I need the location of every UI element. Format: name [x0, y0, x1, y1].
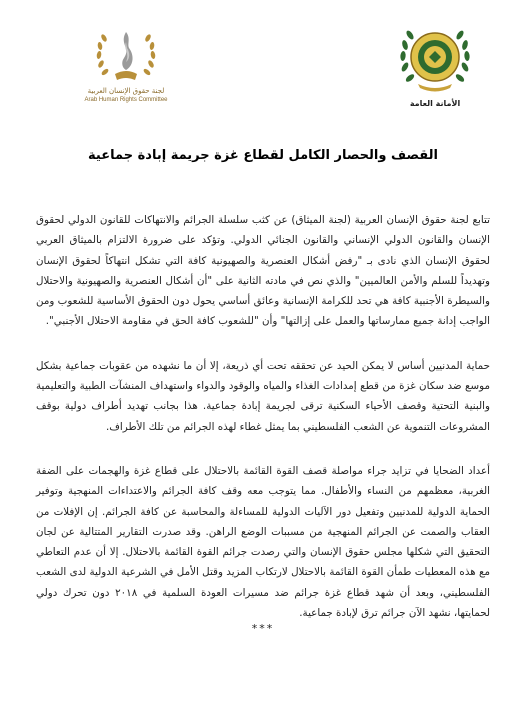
- letterhead: [0, 0, 526, 120]
- document-title: القصف والحصار الكامل لقطاع غزة جريمة إبادة جماعية: [88, 148, 438, 163]
- arab-league-emblem: [390, 20, 480, 116]
- arab-league-seal-icon: [398, 20, 472, 98]
- org-name-english: Arab Human Rights Committee: [84, 97, 168, 103]
- general-secretariat-caption: الأمانة العامة: [409, 99, 461, 108]
- paragraph-1: تتابع لجنة حقوق الإنسان العربية (لجنة الميثاق) عن كثب سلسلة الجرائم والانتهاكات للقانون الدولي لحقوق الإنسان والقانون الدولي الإنساني والقانون الجنائي الدولي. وتؤكد على ضرورة الالتزام بالميثاق العربي لحقوق الإنسان الذي نادى بـ "رفض أشكال العنصرية والصهيونية كافة التي تشكل انتهاكاً لحقوق الإنسان وتهديداً للسلم والأمن العالميين" والذي نص في مادته الثانية على "أن أشكال العنصرية والصهيونية والاحتلال والسيطرة الأجنبية كافة هي تحد للكرامة الإنسانية وعائق أساسي يحول دون الحقوق الأساسية للشعوب ومن الواجب إدانة جميع ممارساتها والعمل على إزالتها" وأن "للشعوب كافة الحق في مقاومة الاحتلال الأجنبي".: [36, 214, 490, 328]
- org-name-arabic: لجنة حقوق الإنسان العربية: [87, 87, 165, 95]
- document-body: [36, 210, 490, 647]
- arab-human-rights-committee-logo: [78, 24, 174, 112]
- paragraph-2: حماية المدنيين أساس لا يمكن الحيد عن تحققه تحت أي ذريعة، إلا أن ما نشهده من عقوبات جماعية بشكل موسع ضد سكان غزة من قطع إمدادات الغذاء والمياه والوقود والدواء واستهداف المنشآت الطبية والتعليمية والبنية التحتية وقصف الأحياء السكنية ترقى لجريمة إبادة جماعية. هذا بجانب تهديد أطراف دولية بوقف المشروعات التنموية عن الشعب الفلسطيني بما يمثل غطاء لهذه الجرائم من تلك الأطراف.: [36, 359, 490, 433]
- laurel-flame-emblem-icon: [91, 24, 161, 86]
- paragraph-3: أعداد الضحايا في تزايد جراء مواصلة قصف القوة القائمة بالاحتلال على قطاع غزة والهجمات على الضفة الغربية، معظمهم من النساء والأطفال. مما يتوجب معه وقف كافة الجرائم والاعتداءات المنهجية وتوفير الحماية الدولية للمدنيين وتفعيل دور الآليات الدولية للمساءلة والمحاسبة عن كافة الجرائم. إن الإفلات من العقاب والصمت عن الجرائم المنهجية من مسببات الوضع الراهن. وقد صدرت التقارير المتتالية عن لجان التحقيق التي شكلها مجلس حقوق الإنسان والتي رصدت جرائم القوة القائمة بالاحتلال. إلا أن عدم التعاطي مع هذه المعطيات طمأن القوة القائمة بالاحتلال لارتكاب المزيد وقتل الأمل في الشرعية الدولية لدى الشعب الفلسطيني، وبعد أن شهد قطاع غزة جرائم ضد مسيرات العودة السلمية في ٢٠١٨ دون تحرك دولي لحمايتها، نشهد الآن جرائم ترق لإبادة جماعية.: [36, 464, 490, 620]
- closing-separator: ***: [251, 622, 275, 635]
